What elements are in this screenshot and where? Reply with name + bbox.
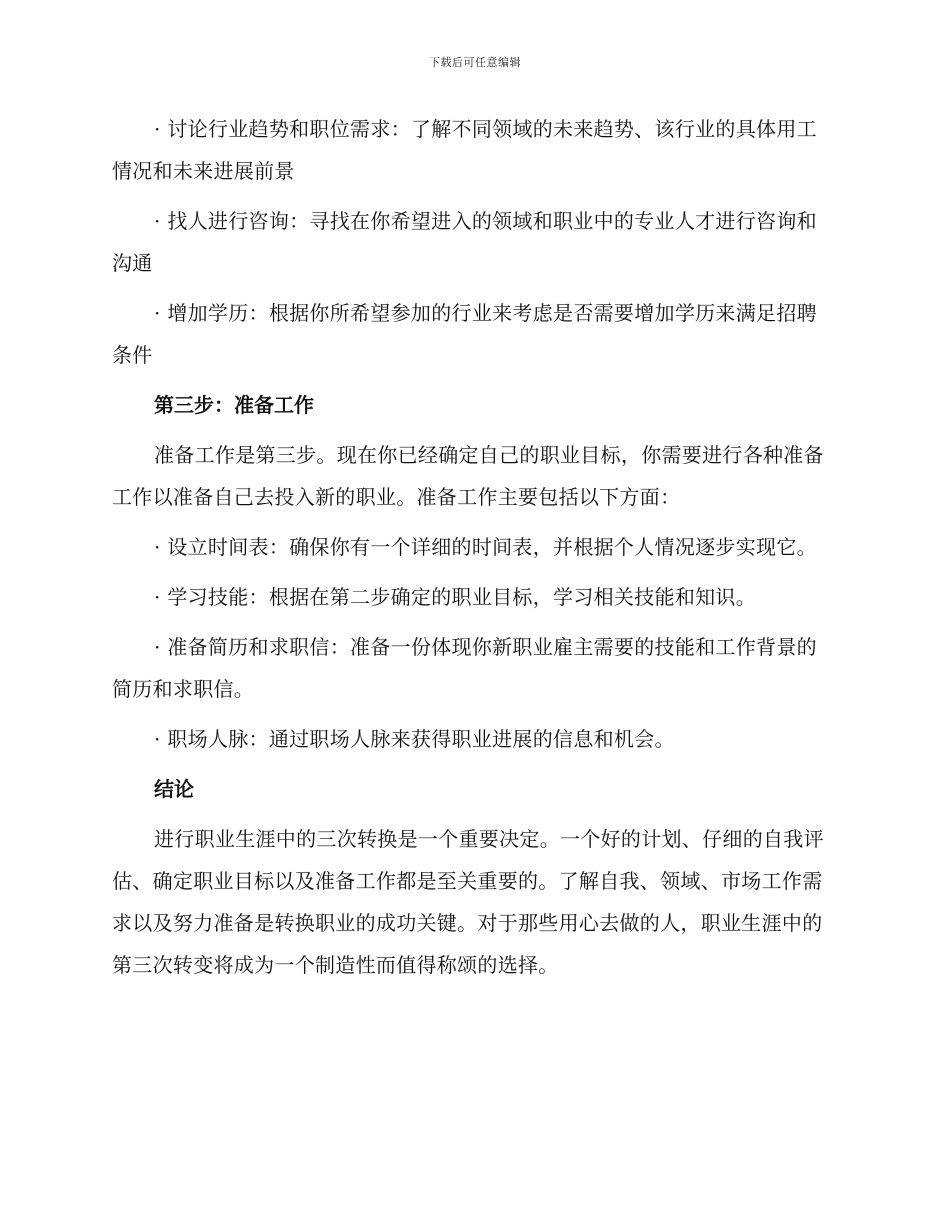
- bullet-consult-experts: · 找人进行咨询：寻找在你希望进入的领域和职业中的专业人才进行咨询和沟通: [112, 209, 817, 275]
- paragraph-conclusion: 进行职业生涯中的三次转换是一个重要决定。一个好的计划、仔细的自我评估、确定职业目标以及准备工作都是至关重要的。了解自我、领域、市场工作需求以及努力准备是转换职业的成功关键。对于那些用心去做的人，职业生涯中的第三次转变将成为一个制造性而值得称颂的选择。: [112, 827, 824, 977]
- page-header: 下载后可任意编辑: [429, 56, 521, 69]
- bullet-industry-trends: · 讨论行业趋势和职位需求：了解不同领域的未来趋势、该行业的具体用工情况和未来进展前景: [112, 117, 817, 183]
- bullet-timetable: · 设立时间表：确保你有一个详细的时间表，并根据个人情况逐步实现它。: [154, 535, 817, 559]
- document-body: [112, 108, 832, 994]
- bullet-resume-cover-letter: · 准备简历和求职信：准备一份体现你新职业雇主需要的技能和工作背景的简历和求职信。: [112, 635, 817, 701]
- bullet-increase-education: · 增加学历：根据你所希望参加的行业来考虑是否需要增加学历来满足招聘条件: [112, 301, 817, 367]
- bullet-networking: · 职场人脉：通过职场人脉来获得职业进展的信息和机会。: [154, 727, 675, 751]
- paragraph-preparation-intro: 准备工作是第三步。现在你已经确定自己的职业目标，你需要进行各种准备工作以准备自己去投入新的职业。准备工作主要包括以下方面：: [112, 443, 824, 509]
- section-heading-conclusion: 结论: [154, 777, 194, 801]
- section-heading-step-three: 第三步：准备工作: [154, 393, 314, 417]
- bullet-learn-skills: · 学习技能：根据在第二步确定的职业目标，学习相关技能和知识。: [154, 585, 757, 609]
